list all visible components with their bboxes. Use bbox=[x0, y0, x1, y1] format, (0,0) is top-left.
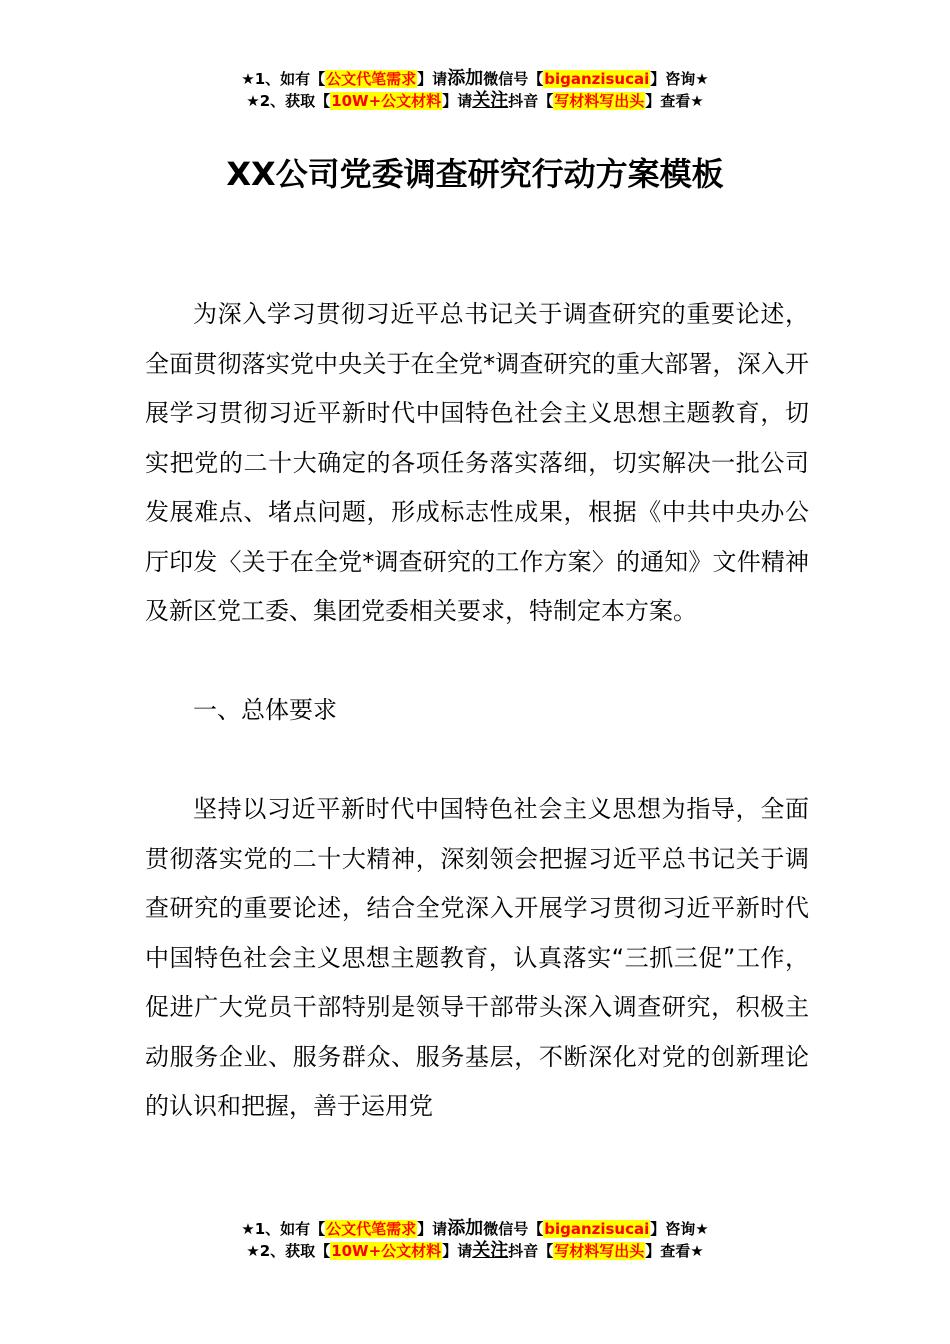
promo-highlight: 10W+公文材料 bbox=[331, 1242, 442, 1260]
promo-prefix: ★2、获取【 bbox=[246, 92, 331, 110]
promo-highlight: 公文代笔需求 bbox=[326, 1220, 417, 1238]
promo-text: 】请 bbox=[442, 92, 473, 110]
promo-emphasis: 关注 bbox=[472, 1240, 509, 1261]
promo-prefix: ★1、如有【 bbox=[241, 1220, 326, 1238]
intro-paragraph: 为深入学习贯彻习近平总书记关于调查研究的重要论述，全面贯彻落实党中央关于在全党*调查研究的重大部署，深入开展学习贯彻习近平新时代中国特色社会主义思想主题教育，切实把党的二十大确定的各项任务落实落细，切实解决一批公司发展难点、堵点问题，形成标志性成果，根据《中共中央办公厅印发〈关于在全党*调查研究的工作方案〉的通知》文件精神及新区党工委、集团党委相关要求，特制定本方案。 bbox=[145, 300, 809, 625]
promo-suffix: 】查看★ bbox=[645, 92, 704, 110]
promo-text: 微信号【 bbox=[483, 70, 544, 88]
promo-prefix: ★2、获取【 bbox=[246, 1242, 331, 1260]
promo-emphasis: 添加 bbox=[447, 1218, 484, 1239]
promo-text: 抖音【 bbox=[508, 1242, 554, 1260]
promo-suffix: 】咨询★ bbox=[650, 1220, 709, 1238]
promo-text: 微信号【 bbox=[483, 1220, 544, 1238]
promo-highlight-wechat: biganzisucai bbox=[544, 70, 650, 88]
promo-suffix: 】咨询★ bbox=[650, 70, 709, 88]
promo-highlight: 公文代笔需求 bbox=[326, 70, 417, 88]
promo-banner-top bbox=[0, 68, 950, 112]
document-title: XX公司党委调查研究行动方案模板 bbox=[226, 155, 724, 193]
promo-line-2 bbox=[0, 1240, 950, 1262]
promo-text: 】请 bbox=[417, 1220, 448, 1238]
promo-prefix: ★1、如有【 bbox=[241, 70, 326, 88]
body-paragraph: 坚持以习近平新时代中国特色社会主义思想为指导，全面贯彻落实党的二十大精神，深刻领会把握习近平总书记关于调查研究的重要论述，结合全党深入开展学习贯彻习近平新时代中国特色社会主义思想主题教育，认真落实“三抓三促”工作，促进广大党员干部特别是领导干部带头深入调查研究，积极主动服务企业、服务群众、服务基层，不断深化对党的创新理论的认识和把握，善于运用党 bbox=[145, 795, 809, 1120]
promo-text: 】请 bbox=[417, 70, 448, 88]
promo-line-1 bbox=[0, 1218, 950, 1240]
promo-highlight: 10W+公文材料 bbox=[331, 92, 442, 110]
document-body bbox=[145, 290, 809, 1132]
promo-highlight-douyin: 写材料写出头 bbox=[554, 92, 645, 110]
promo-line-1 bbox=[0, 68, 950, 90]
section-heading: 一、总体要求 bbox=[193, 696, 337, 724]
promo-emphasis: 添加 bbox=[447, 68, 484, 89]
promo-suffix: 】查看★ bbox=[645, 1242, 704, 1260]
promo-text: 抖音【 bbox=[508, 92, 554, 110]
promo-emphasis: 关注 bbox=[472, 90, 509, 111]
promo-banner-bottom bbox=[0, 1218, 950, 1262]
promo-line-2 bbox=[0, 90, 950, 112]
promo-highlight-wechat: biganzisucai bbox=[544, 1220, 650, 1238]
promo-text: 】请 bbox=[442, 1242, 473, 1260]
promo-highlight-douyin: 写材料写出头 bbox=[554, 1242, 645, 1260]
